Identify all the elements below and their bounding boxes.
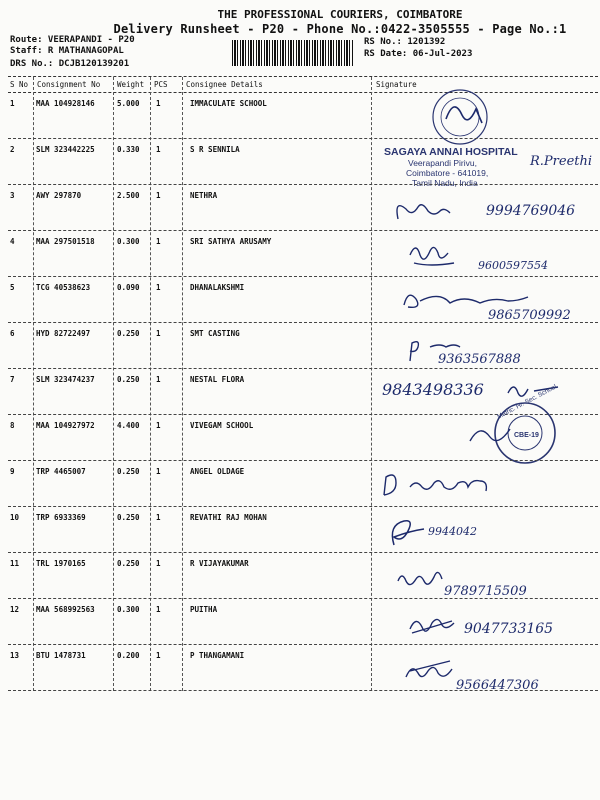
handwritten-signature [380, 603, 590, 643]
row-consignment: BTU 1478731 [36, 651, 86, 660]
stamp-line2: Coimbatore - 641019, [406, 168, 489, 178]
row-sno: 10 [10, 513, 20, 522]
table-row [0, 599, 600, 645]
row-consignment: MAA 568992563 [36, 605, 95, 614]
row-consignment: TRL 1970165 [36, 559, 86, 568]
handwritten-signature [380, 511, 590, 551]
col-header-signature: Signature [376, 80, 417, 89]
rs-date: RS Date: 06-Jul-2023 [364, 49, 473, 59]
row-weight: 0.250 [117, 559, 140, 568]
row-consignment: MAA 297501518 [36, 237, 95, 246]
row-consignment: TRP 6933369 [36, 513, 86, 522]
row-sno: 9 [10, 467, 15, 476]
row-weight: 0.250 [117, 467, 140, 476]
row-sno: 8 [10, 421, 15, 430]
row-pcs: 1 [156, 99, 161, 108]
row-weight: 0.090 [117, 283, 140, 292]
row-pcs: 1 [156, 145, 161, 154]
stamp-name: SAGAYA ANNAI HOSPITAL [384, 146, 518, 158]
col-header-consignment: Consignment No [37, 80, 101, 89]
company-title: THE PROFESSIONAL COURIERS, COIMBATORE [217, 8, 463, 21]
row-sno: 5 [10, 283, 15, 292]
handwritten-signature [380, 235, 590, 275]
table-row [0, 645, 600, 691]
handwritten-signature [380, 327, 590, 367]
row-consignment: TCG 40538623 [36, 283, 91, 292]
row-consignment: AWY 297870 [36, 191, 82, 200]
stamp-line1: Veerapandi Pirivu, [408, 158, 477, 168]
handwritten-signature [380, 557, 590, 597]
row-weight: 0.300 [117, 237, 140, 246]
row-consignee: R VIJAYAKUMAR [190, 559, 249, 568]
row-consignee: REVATHI RAJ MOHAN [190, 513, 267, 522]
row-consignee: NESTAL FLORA [190, 375, 245, 384]
hospital-stamp-signature [380, 143, 593, 188]
row-consignee: P THANGAMANI [190, 651, 245, 660]
row-pcs: 1 [156, 513, 161, 522]
table-row [0, 93, 600, 139]
row-consignment: SLM 323442225 [36, 145, 95, 154]
row-weight: 5.000 [117, 99, 140, 108]
row-pcs: 1 [156, 329, 161, 338]
handwritten-signature [380, 649, 590, 693]
staff-label: Staff: R MATHANAGOPAL [10, 46, 124, 56]
phone-number: 9865709992 [488, 308, 571, 323]
col-header-weight: Weight [117, 80, 145, 89]
row-weight: 4.400 [117, 421, 140, 430]
table-row [0, 277, 600, 323]
phone-number: 9843498336 [382, 380, 484, 399]
row-consignee: VIVEGAM SCHOOL [190, 421, 254, 430]
col-header-pcs: PCS [154, 80, 168, 89]
table-row [0, 461, 600, 507]
row-weight: 0.250 [117, 329, 140, 338]
row-sno: 6 [10, 329, 15, 338]
school-stamp-signature [380, 79, 590, 139]
row-consignee: SRI SATHYA ARUSAMY [190, 237, 272, 246]
drs-number: DRS No.: DCJB120139201 [10, 59, 130, 69]
stamp-text: Matric. Hr. Sec. School [496, 383, 558, 421]
row-sno: 3 [10, 191, 15, 200]
row-pcs: 1 [156, 191, 161, 200]
row-consignee: S R SENNILA [190, 145, 240, 154]
row-consignment: HYD 82722497 [36, 329, 91, 338]
row-consignee: SMT CASTING [190, 329, 240, 338]
col-header-sno: S No [10, 80, 29, 89]
row-pcs: 1 [156, 605, 161, 614]
handwritten-sign: R.Preethi [530, 154, 593, 169]
row-sno: 7 [10, 375, 15, 384]
row-separator [8, 690, 598, 691]
row-sno: 13 [10, 651, 20, 660]
phone-number: 9566447306 [456, 678, 539, 693]
row-consignee: ANGEL OLDAGE [190, 467, 245, 476]
runsheet-title: Delivery Runsheet - P20 - Phone No.:0422-3505555 - Page No.:1 [113, 22, 567, 36]
row-pcs: 1 [156, 559, 161, 568]
row-weight: 2.500 [117, 191, 140, 200]
row-consignment: MAA 104927972 [36, 421, 95, 430]
rs-number: RS No.: 1201392 [364, 37, 446, 47]
row-pcs: 1 [156, 651, 161, 660]
row-consignment: TRP 4465007 [36, 467, 86, 476]
table-row [0, 139, 600, 188]
row-weight: 0.200 [117, 651, 140, 660]
row-pcs: 1 [156, 467, 161, 476]
row-weight: 0.250 [117, 375, 140, 384]
phone-number: 9600597554 [478, 259, 548, 272]
row-sno: 4 [10, 237, 15, 246]
row-pcs: 1 [156, 283, 161, 292]
row-weight: 0.330 [117, 145, 140, 154]
row-weight: 0.250 [117, 513, 140, 522]
phone-number: 9994769046 [486, 203, 576, 219]
row-consignee: NETHRA [190, 191, 218, 200]
row-consignment: SLM 323474237 [36, 375, 95, 384]
row-sno: 11 [10, 559, 20, 568]
table-row [0, 553, 600, 599]
handwritten-signature [380, 281, 590, 321]
row-sno: 12 [10, 605, 20, 614]
table-row [0, 185, 600, 231]
row-consignee: IMMACULATE SCHOOL [190, 99, 267, 108]
row-pcs: 1 [156, 375, 161, 384]
stamp-line3: Tamil Nadu, India [412, 178, 478, 188]
handwritten-signature [380, 465, 590, 505]
row-weight: 0.300 [117, 605, 140, 614]
row-pcs: 1 [156, 237, 161, 246]
phone-number: 9789715509 [444, 584, 527, 599]
table-row [0, 507, 600, 553]
row-sno: 2 [10, 145, 15, 154]
stamp-code: CBE-19 [514, 432, 539, 439]
row-consignee: PUITHA [190, 605, 218, 614]
table-row [0, 323, 600, 369]
row-sno: 1 [10, 99, 15, 108]
route-label: Route: VEERAPANDI - P20 [10, 35, 135, 45]
row-consignment: MAA 104928146 [36, 99, 95, 108]
table-row [0, 231, 600, 277]
phone-number: 9363567888 [438, 352, 521, 367]
handwritten-signature [380, 189, 590, 229]
table-top-rule [8, 76, 598, 77]
row-pcs: 1 [156, 421, 161, 430]
phone-number: 9944042 [428, 525, 477, 538]
barcode [232, 40, 354, 66]
row-consignee: DHANALAKSHMI [190, 283, 245, 292]
phone-number: 9047733165 [464, 621, 554, 637]
col-header-consignee: Consignee Details [186, 80, 263, 89]
